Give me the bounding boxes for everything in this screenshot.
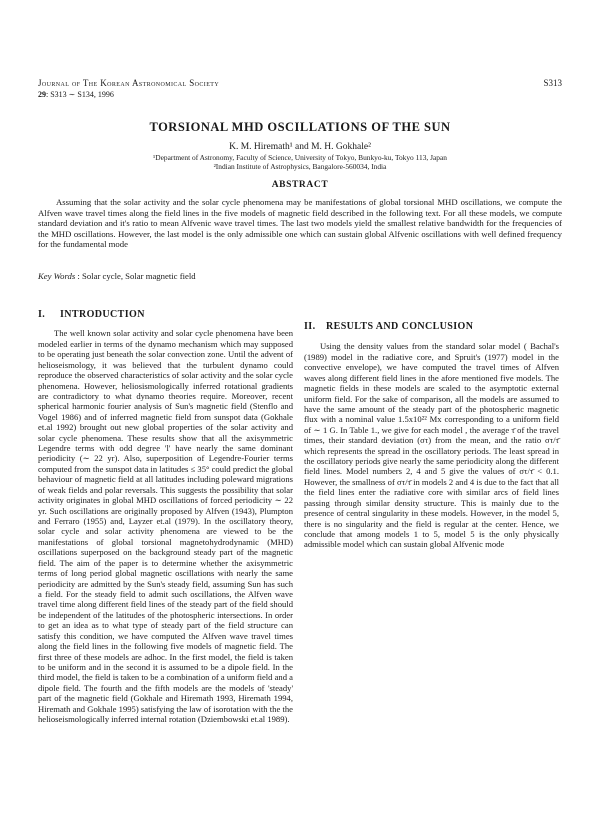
affiliation-1: ¹Department of Astronomy, Faculty of Science, University of Tokyo, Bunkyo-ku, Tokyo 113, Japan — [153, 153, 447, 162]
keywords-text: : Solar cycle, Solar magnetic field — [75, 271, 196, 281]
keywords-label: Key Words — [38, 271, 76, 281]
results-paragraph: Using the density values from the standard solar model ( Bachal's (1989) model in the radiative core, and Spruit's (1977) model in the convective envelope), we have computed the travel times of Alfven waves along different field lines in the afore mentioned five models. The magnetic fields in these models are scaled to the asymptotic external uniform field. For the sake of comparison, all the models are assumed to have the same amount of the steady part of the photospheric magnetic flux with a nominal value 1.5x10²² Mx corresponding to a uniform field of ∼ 1 G. In Table 1., we give for each model , the average τ̄ of the travel times, their standard deviation (στ) from the mean, and the ratio στ/τ̄ which represents the spread in the oscillatory periods. The least spread in the oscillatory periods give nearly the same periodicity along the different field lines. Model numbers 2, 4 and 5 give the values of στ/τ̄ < 0.1. However, the smallness of στ/τ̄ in models 2 and 4 is due to the fact that all the field lines enter the radiative core with similar arcs of field lines passing through similar density structure. This is mainly due to the presence of central singularity in these models. However, in the model 5, there is no singularity and the field is regular at the center. Hence, we conclude that among models 1 to 5, model 5 is the only physically admissible model which can sustain global Alfvenic mode — [304, 341, 559, 550]
section-heading-results — [304, 322, 559, 332]
volume-info — [38, 89, 219, 100]
running-header — [38, 78, 219, 100]
volume-number: 29 — [38, 90, 46, 99]
journal-name: Journal of The Korean Astronomical Society — [38, 78, 220, 88]
right-column — [304, 308, 559, 550]
abstract-heading: ABSTRACT — [271, 180, 329, 190]
page-number: S313 — [543, 78, 562, 88]
section-number: II. — [304, 321, 316, 332]
section-title: INTRODUCTION — [60, 309, 145, 320]
section-number: I. — [38, 309, 46, 320]
section-title: RESULTS AND CONCLUSION — [326, 321, 474, 332]
affiliation-2: ²Indian Institute of Astrophysics, Bangalore-560034, India — [213, 162, 387, 171]
abstract-text: Assuming that the solar activity and the solar cycle phenomena may be manifestations of global torsional MHD oscillations, we compute the Alfven wave travel times along the field lines in the five models of magnetic field described in the following text. For all these models, we compute standard deviation and it's ratio to mean Alfvenic wave travel times. The last two models yield the smallest relative bandwidth for the frequencies of the MHD oscillations. However, the last model is the only admissible one which can sustain global Alfvenic oscillations with well defined frequency for the fundamental mode — [38, 197, 562, 250]
paper-title: TORSIONAL MHD OSCILLATIONS OF THE SUN — [149, 120, 451, 134]
keywords — [38, 271, 562, 281]
affiliations — [0, 153, 600, 171]
section-heading-introduction — [38, 310, 293, 320]
author-list: K. M. Hiremath¹ and M. H. Gokhale² — [229, 142, 371, 152]
page-range: : S313 ∼ S134, 1996 — [46, 90, 114, 99]
introduction-paragraph: The well known solar activity and solar cycle phenomena have been modeled earlier in terms of the dynamo mechanism which may supposed to be operating just beneath the solar convection zone. Until the advent of helioseismology, it was believed that the turbulent dynamo could reproduce the observed characteristics of solar activity and the solar cycle phenomena. However, heliosismologically inferred rotational gradients are contradictory to what dynamo theories require. Moreover, recent spherical harmonic fourier analysis of Sun's magnetic field (Stenflo and Vogel 1986) and of inferred magnetic field from sunspot data (Gokhale et.al 1992) brought out new global properties of the solar activity and solar cycle phenomena. These results show that all the axisymmetric Legendre terms with odd degree 'l' have nearly the same dominant periodicity (∼ 22 yr). Also, superposition of Legendre-Fourier terms computed from the sunspot data in latitudes ≤ 35° could predict the global behaviour of magnetic field at all latitudes including poleward migrations of weak fields and polar reversals. This suggests the possibility that solar activity originates in global MHD oscillations of forced periodicity ∼ 22 yr. Such oscillations are originally proposed by Alfven (1943), Plumpton and Ferraro (1955) and, Layzer et.al (1979). In the oscillatory theory, solar cycle and solar activity phenomena are viewed to be the manifestations of global torsional magnetohydrodynamic (MHD) oscillations superposed on the background steady part of the magnetic field. The aim of the paper is to determine whether the axisymmetric terms of long period global magnetic oscillations with nearly the same periodicity are admitted by the Sun's steady field, assuming Sun has such a field. For the steady field to admit such oscillations, the Alfven wave travel time along different field lines of the steady part of the field should be independent of the latitudes of the photospheric intersections. In order to get an idea as to what type of steady part of the field structure can satisfy this condition, we have computed the Alfven wave travel times along the field lines in the following five models of magnetic field. The first three of these models are adhoc. In the first model, the field is taken to be uniform and in the second it is assumed to be a dipole field. In the third model, the field is taken to be a combination of a uniform field and a dipole field. The fourth and the fifth models are the models of 'steady' part of the magnetic field (Gokhale and Hiremath 1993, Hiremath 1994, Hiremath and Gokhale 1995) satisfying the law of isorotation with the the helioseismologically inferred internal rotation (Dziembowski et.al 1989). — [38, 328, 293, 725]
abstract-body — [38, 197, 562, 250]
left-column — [38, 310, 293, 724]
